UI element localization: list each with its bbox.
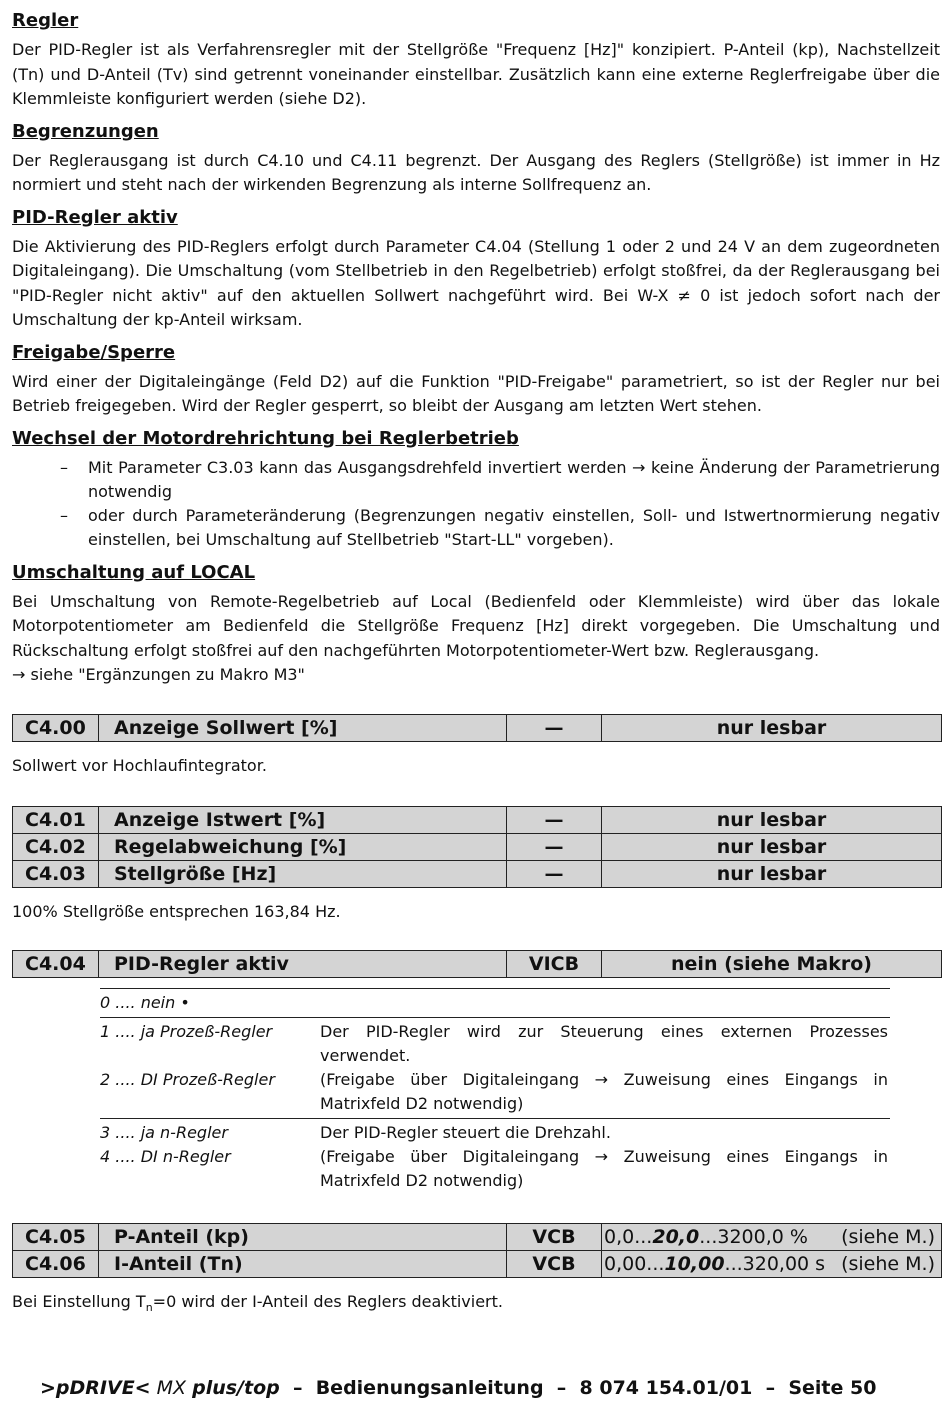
param-name: Anzeige Sollwert [%] — [99, 714, 507, 741]
param-value: nur lesbar — [602, 860, 942, 887]
range-max: ...320,00 s — [724, 1252, 826, 1275]
option-key: 3 .... ja n-Regler — [100, 1122, 228, 1142]
paragraph: Die Aktivierung des PID-Reglers erfolgt durch Parameter C4.04 (Stellung 1 oder 2 und 24 V an dem zugeordneten Digitaleingang). Die Umschaltung (vom Stellbetrieb in den Regelbetrieb) erfolgt stoßfrei, da der Reglerausgang bei "PID-Regler nicht aktiv" auf den aktuellen Sollwert nachgeführt wird. Bei W-X ≠ 0 ist jedoch sofort nach der Umschaltung der kp-Anteil wirksam. — [12, 236, 940, 329]
range-min: 0,00... — [604, 1252, 665, 1275]
separator: – — [543, 1377, 580, 1399]
brand-name: >pDRIVE< — [40, 1377, 151, 1399]
heading: Wechsel der Motordrehrichtung bei Reglerbetrieb — [12, 427, 519, 449]
param-type: — — [507, 833, 602, 860]
param-type: VCB — [507, 1250, 602, 1277]
param-note: 100% Stellgröße entsprechen 163,84 Hz. — [12, 901, 341, 921]
note-text: =0 wird der I-Anteil des Reglers deaktiviert. — [152, 1291, 503, 1311]
reference-link: → siehe "Ergänzungen zu Makro M3" — [12, 665, 305, 684]
doc-title: Bedienungsanleitung — [315, 1377, 544, 1399]
section-umschaltung — [12, 562, 940, 688]
param-note: Sollwert vor Hochlaufintegrator. — [12, 755, 267, 775]
list-item — [100, 1145, 890, 1193]
range-see: (siehe M.) — [841, 1252, 935, 1275]
param-code: C4.02 — [13, 833, 99, 860]
option-desc: (Freigabe über Digitaleingang → Zuweisung eines Eingangs in Matrixfeld D2 notwendig) — [320, 1069, 888, 1113]
range-default: 20,0 — [652, 1225, 700, 1248]
list-item — [100, 1068, 890, 1116]
section-regler — [12, 10, 940, 112]
dash-list — [12, 456, 940, 552]
range-see: (siehe M.) — [841, 1225, 935, 1248]
paragraph: Bei Umschaltung von Remote-Regelbetrieb auf Local (Bedienfeld oder Klemmleiste) wird über das lokale Motorpotentiometer am Bedienfeld die Stellgröße Frequenz [Hz] direkt vorgegeben. Die Umschaltung und Rückschaltung erfolgt stoßfrei auf den nachgeführten Motorpotentiometer-Wert bzw. Reglerausgang. — [12, 591, 940, 660]
param-range — [602, 1250, 942, 1277]
option-group — [100, 1119, 890, 1195]
param-table-c404 — [12, 950, 942, 978]
separator: – — [752, 1377, 789, 1399]
option-desc: Der PID-Regler wird zur Steuerung eines externen Prozesses verwendet. — [320, 1021, 888, 1065]
param-value: nur lesbar — [602, 833, 942, 860]
note-text: Bei Einstellung T — [12, 1291, 146, 1311]
list-item: – oder durch Parameteränderung (Begrenzungen negativ einstellen, Soll- und Istwertnormierung negativ einstellen, bei Umschaltung auf Stellbetrieb "Start-LL" vorgeben). — [60, 504, 940, 552]
paragraph: Der PID-Regler ist als Verfahrensregler mit der Stellgröße "Frequenz [Hz]" konzipiert. P-Anteil (kp), Nachstellzeit (Tn) und D-Anteil (Tv) sind getrennt voneinander einstellbar. Zusätzlich kann eine externe Reglerfreigabe über die Klemmleiste konfiguriert werden (siehe D2). — [12, 40, 940, 108]
brand-model: MX — [150, 1377, 193, 1399]
param-code: C4.01 — [13, 806, 99, 833]
param-type: — — [507, 806, 602, 833]
page-number: Seite 50 — [788, 1377, 877, 1399]
param-code: C4.06 — [13, 1250, 99, 1277]
document-page — [12, 10, 940, 1320]
table-row — [13, 1250, 942, 1277]
param-name: I-Anteil (Tn) — [99, 1250, 507, 1277]
param-name: Stellgröße [Hz] — [99, 860, 507, 887]
table-row — [13, 950, 942, 977]
option-key: 2 .... DI Prozeß-Regler — [100, 1069, 275, 1089]
table-row — [13, 1223, 942, 1250]
param-table-c405-c406 — [12, 1223, 942, 1278]
param-value: nein (siehe Makro) — [602, 950, 942, 977]
option-desc: (Freigabe über Digitaleingang → Zuweisung eines Eingangs in Matrixfeld D2 notwendig) — [320, 1146, 888, 1190]
page-footer — [40, 1377, 920, 1399]
doc-number: 8 074 154.01/01 — [579, 1377, 753, 1399]
param-name: PID-Regler aktiv — [99, 950, 507, 977]
range-max: ...3200,0 % — [699, 1225, 808, 1248]
option-list — [100, 988, 890, 1195]
list-item — [100, 1020, 890, 1068]
section-freigabe — [12, 342, 940, 419]
param-name: Anzeige Istwert [%] — [99, 806, 507, 833]
paragraph: Der Reglerausgang ist durch C4.10 und C4.11 begrenzt. Der Ausgang des Reglers (Stellgröße) ist immer in Hz normiert und steht nach der wirkenden Begrenzung als interne Sollfrequenz an. — [12, 150, 940, 194]
option-group — [100, 989, 890, 1018]
heading: Umschaltung auf LOCAL — [12, 561, 256, 583]
table-row — [13, 860, 942, 887]
section-begrenzungen — [12, 121, 940, 198]
param-value: nur lesbar — [602, 714, 942, 741]
param-code: C4.04 — [13, 950, 99, 977]
param-type: VCB — [507, 1223, 602, 1250]
option-group — [100, 1018, 890, 1119]
param-name: P-Anteil (kp) — [99, 1223, 507, 1250]
param-code: C4.03 — [13, 860, 99, 887]
param-code: C4.00 — [13, 714, 99, 741]
option-desc — [320, 991, 888, 1015]
option-key: 4 .... DI n-Regler — [100, 1146, 231, 1166]
heading: PID-Regler aktiv — [12, 206, 178, 228]
table-row — [13, 714, 942, 741]
heading: Freigabe/Sperre — [12, 341, 176, 363]
heading: Regler — [12, 10, 79, 31]
note-subscript: n — [145, 1300, 153, 1314]
range-default: 10,00 — [664, 1252, 725, 1275]
heading: Begrenzungen — [12, 120, 159, 142]
brand-variant: plus/top — [192, 1377, 280, 1399]
paragraph: Wird einer der Digitaleingänge (Feld D2) auf die Funktion "PID-Freigabe" parametriert, so ist der Regler nur bei Betrieb freigegeben. Wird der Regler gesperrt, so bleibt der Ausgang am letzten Wert stehen. — [12, 371, 940, 415]
param-value: nur lesbar — [602, 806, 942, 833]
separator: – — [279, 1377, 316, 1399]
list-item: – Mit Parameter C3.03 kann das Ausgangsdrehfeld invertiert werden → keine Änderung der Parametrierung notwendig — [60, 456, 940, 504]
param-name: Regelabweichung [%] — [99, 833, 507, 860]
param-table-c400 — [12, 714, 942, 742]
section-pid-aktiv — [12, 207, 940, 333]
param-note — [12, 1290, 940, 1320]
option-key: 0 .... nein • — [100, 992, 190, 1012]
param-code: C4.05 — [13, 1223, 99, 1250]
table-row — [13, 806, 942, 833]
option-desc: Der PID-Regler steuert die Drehzahl. — [320, 1122, 611, 1142]
param-type: — — [507, 860, 602, 887]
param-range — [602, 1223, 942, 1250]
section-wechsel — [12, 428, 940, 552]
param-type: VICB — [507, 950, 602, 977]
table-row — [13, 833, 942, 860]
option-key: 1 .... ja Prozeß-Regler — [100, 1021, 273, 1041]
param-type: — — [507, 714, 602, 741]
range-min: 0,0... — [604, 1225, 653, 1248]
list-item — [100, 1121, 890, 1145]
list-item — [100, 991, 890, 1015]
param-table-c401-c403 — [12, 806, 942, 888]
